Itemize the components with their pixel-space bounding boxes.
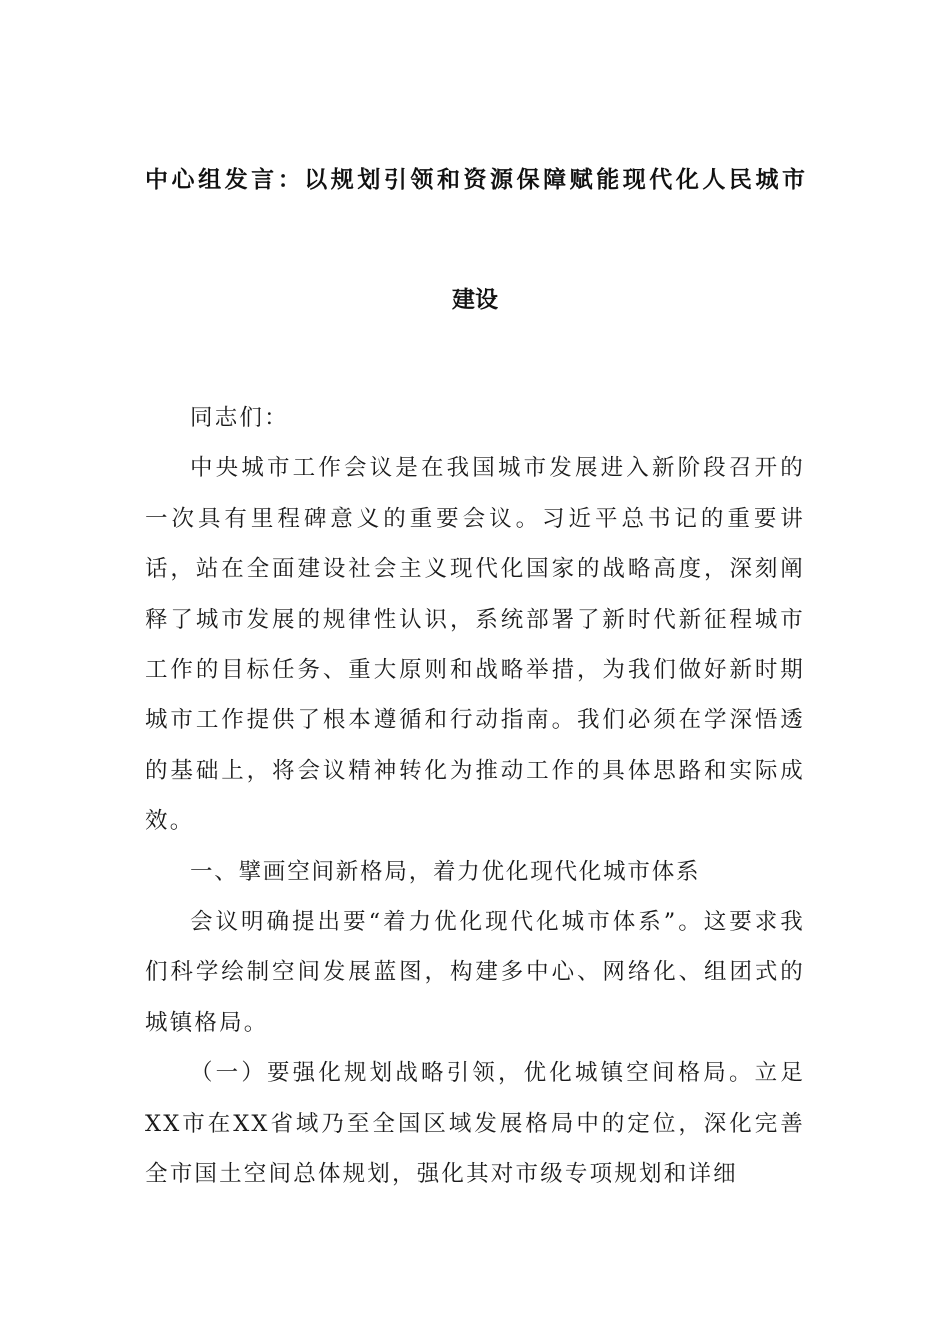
- document-title-line-1: 中心组发言：以规划引领和资源保障赋能现代化人民城市: [145, 167, 805, 193]
- salutation: 同志们：: [190, 405, 289, 431]
- subsection-1-paragraph: （一）要强化规划战略引领，优化城镇空间格局。立足XX市在XX省域乃至全国区域发展格局中的定位，深化完善全市国土空间总体规划，强化其对市级专项规划和详细: [145, 1060, 805, 1188]
- document-body: [145, 393, 805, 1200]
- section-heading-1: 一、擘画空间新格局，着力优化现代化城市体系: [190, 858, 701, 885]
- document-title-line-2: 建设: [452, 287, 498, 313]
- intro-paragraph: 中央城市工作会议是在我国城市发展进入新阶段召开的一次具有里程碑意义的重要会议。习近平总书记的重要讲话，站在全面建设社会主义现代化国家的战略高度，深刻阐释了城市发展的规律性认识，系统部署了新时代新征程城市工作的目标任务、重大原则和战略举措，为我们做好新时期城市工作提供了根本遵循和行动指南。我们必须在学深悟透的基础上，将会议精神转化为推动工作的具体思路和实际成效。: [145, 455, 805, 835]
- section-1-paragraph: 会议明确提出要“着力优化现代化城市体系”。这要求我们科学绘制空间发展蓝图，构建多中心、网络化、组团式的城镇格局。: [145, 909, 805, 1036]
